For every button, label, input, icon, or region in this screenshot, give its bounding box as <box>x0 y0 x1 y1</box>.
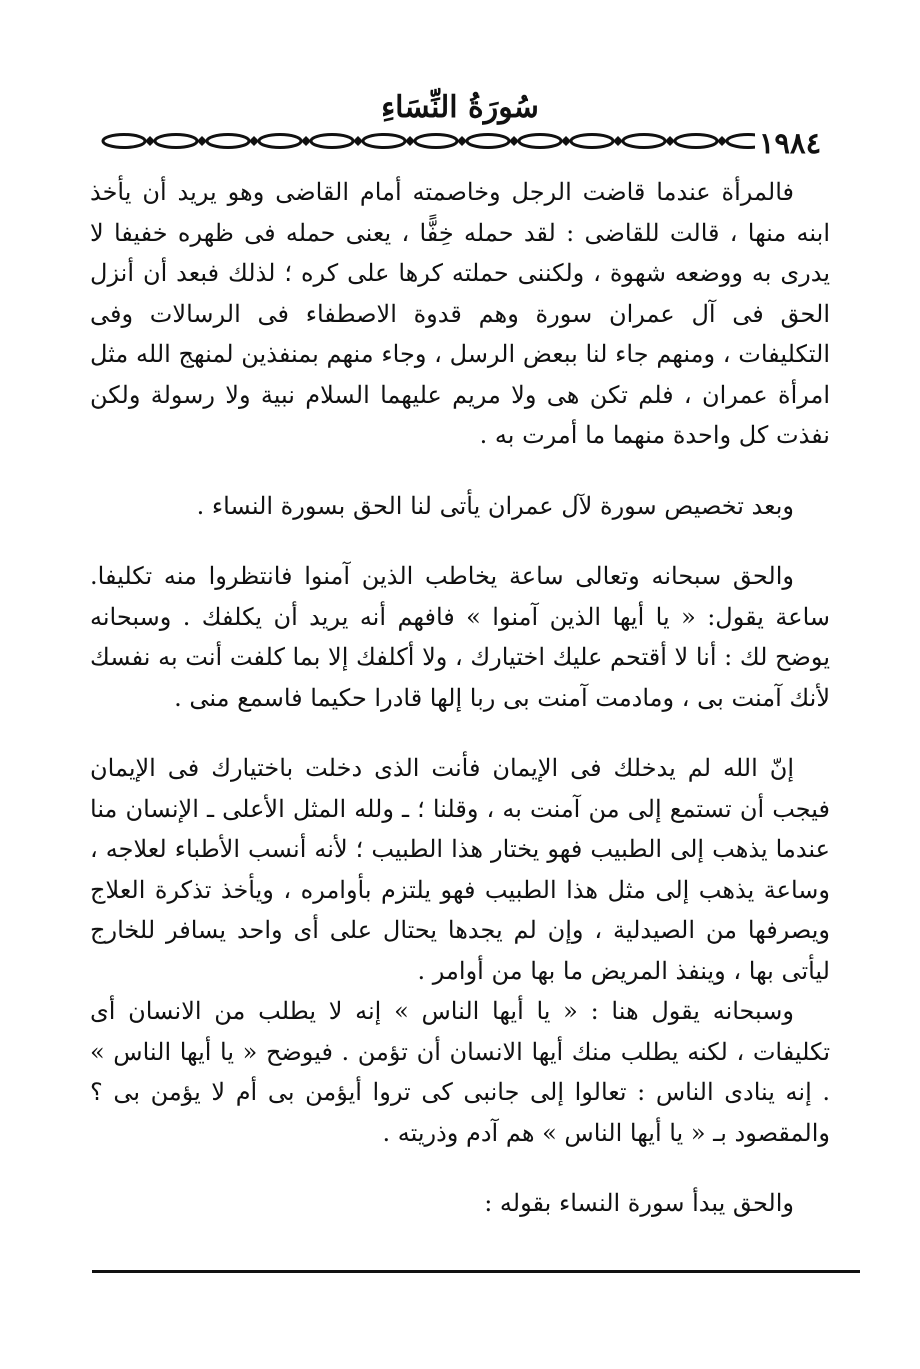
ornamental-header-band <box>100 126 860 156</box>
chain-ornament-icon <box>100 126 860 156</box>
running-title: سُورَةُ النِّسَاءِ <box>381 90 539 125</box>
paragraph-1: فالمرأة عندما قاضت الرجل وخاصمته أمام القاضى وهو يريد أن يأخذ ابنه منها ، قالت للقاضى : لقد حمله خِفًّا ، يعنى حمله فى ظهره خفيفا لا يدرى به ووضعه شهوة ، ولكننى حملته كرها على كره ؛ لذلك فبعد أن أنزل الحق فى آل عمران سورة وهم قدوة الاصطفاء فى الرسالات وفى التكليفات ، ومنهم جاء لنا ببعض الرسل ، وجاء منهم بمنفذين لمنهج الله مثل امرأة عمران ، فلم تكن هى ولا مريم عليهما السلام نبية ولا رسولة ولكن نفذت كل واحدة منهما ما أمرت به . <box>90 178 831 449</box>
paragraph-5: وسبحانه يقول هنا : « يا أيها الناس » إنه لا يطلب من الانسان أى تكليفات ، لكنه يطلب منك أيها الانسان أن تؤمن . فيوضح « يا أيها الناس » . إنه ينادى الناس : تعالوا إلى جانبى كى تروا أيؤمن بى أم لا يؤمن بى ؟ والمقصود بـ « يا أيها الناس » هم آدم وذريته . <box>90 997 830 1147</box>
paragraph-4: إنّ الله لم يدخلك فى الإيمان فأنت الذى دخلت باختيارك فى الإيمان فيجب أن تستمع إلى من آمنت به ، وقلنا ؛ ـ ولله المثل الأعلى ـ الإنسان منا عندما يذهب إلى الطبيب فهو يختار هذا الطبيب ؛ لأنه أنسب الأطباء لعلاجه ، وساعة يذهب إلى مثل هذا الطبيب فهو يلتزم بأوامره ، ويأخذ تذكرة العلاج ويصرفها من الصيدلية ، وإن لم يجدها يحتال على أى واحد يسافر للخارج ليأتى بها ، وينفذ المريض ما بها من أوامر . <box>90 754 830 985</box>
footer-rule <box>92 1270 860 1273</box>
paragraph-6: والحق يبدأ سورة النساء بقوله : <box>484 1189 794 1217</box>
paragraph-2: وبعد تخصيص سورة لآل عمران يأتى لنا الحق بسورة النساء . <box>196 491 794 520</box>
paragraph-3: والحق سبحانه وتعالى ساعة يخاطب الذين آمنوا فانتظروا منه تكليفا. ساعة يقول: « يا أيها الذين آمنوا » فافهم أنه يريد أن يكلفك . وسبحانه يوضح لك : أنا لا أقتحم عليك اختيارك ، ولا أكلفك إلا بما كلفت أنت به نفسك لأنك آمنت بى ، ومادمت آمنت بى ربا إلها قادرا حكيما فاسمع منى . <box>90 562 830 712</box>
body-text <box>90 172 830 1224</box>
page-number: ١٩٨٤ <box>755 126 825 160</box>
